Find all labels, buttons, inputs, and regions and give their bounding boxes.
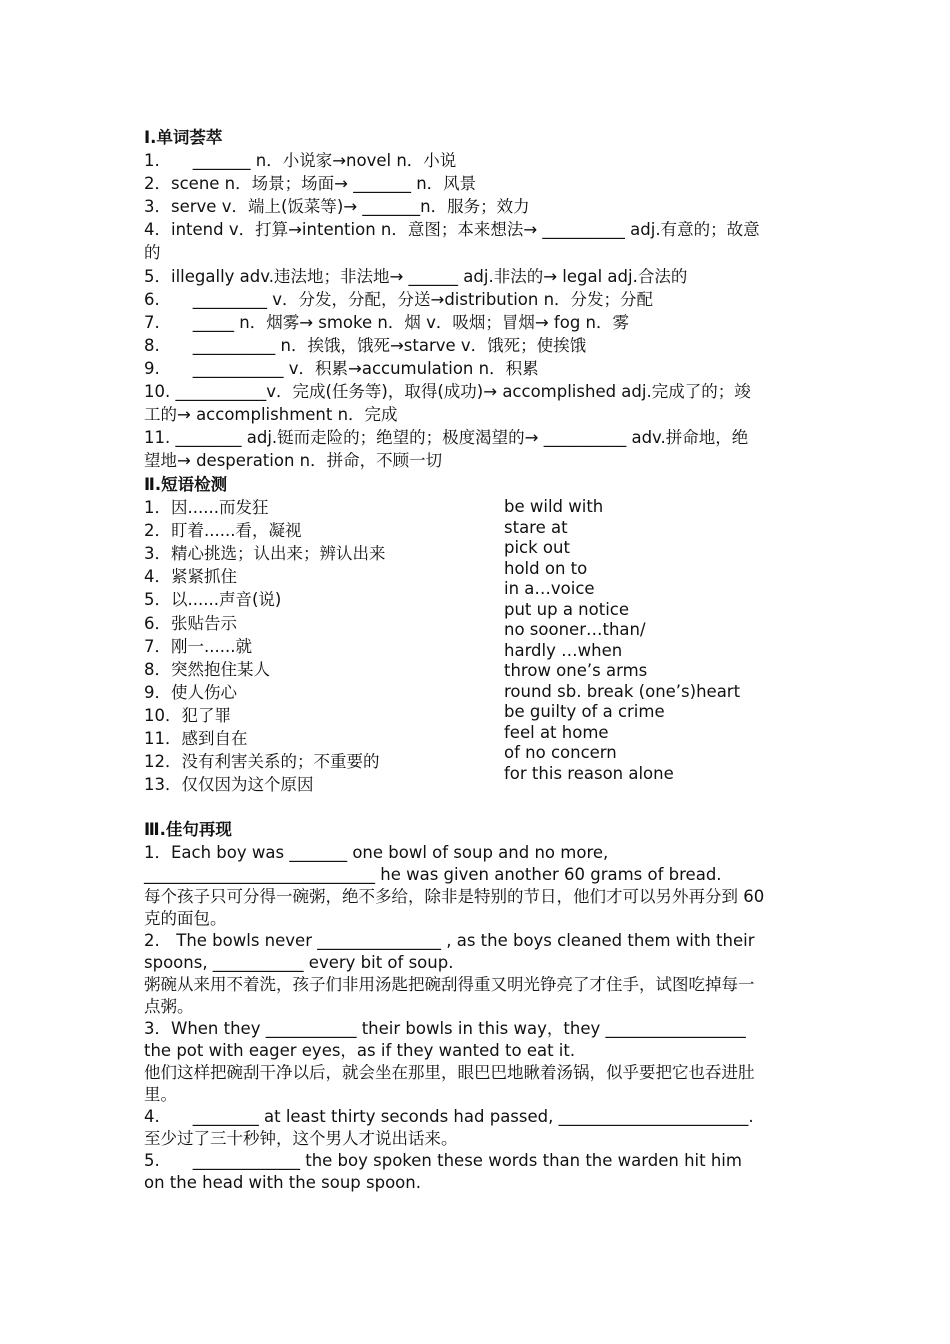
s2a-line: 10．犯了罪 bbox=[144, 705, 231, 725]
s1-line: 工的→ accomplishment n．完成 bbox=[144, 405, 398, 425]
s2a-line: 13．仅仅因为这个原因 bbox=[144, 775, 314, 795]
s3-line: ____________________________ he was given another 60 grams of bread. bbox=[144, 865, 722, 884]
s2a-line: 12．没有利害关系的；不重要的 bbox=[144, 752, 380, 772]
s1-line: 5．illegally adv.违法地；非法地→ ______ adj.非法的→ legal adj.合法的 bbox=[144, 266, 688, 286]
s3-line: spoons, ___________ every bit of soup. bbox=[144, 953, 454, 972]
s1-line: 8. __________ n．挨饿，饿死→starve v．饿死；使挨饿 bbox=[144, 335, 587, 355]
s2b-line: throw one’s arms bbox=[504, 661, 648, 680]
s2b-line: of no concern bbox=[504, 743, 617, 762]
section2-heading: Ⅱ.短语检测 bbox=[144, 475, 228, 494]
s2a-line: 5．以......声音(说) bbox=[144, 590, 282, 610]
s1-line: 的 bbox=[144, 243, 161, 263]
s3-line: 克的面包。 bbox=[144, 909, 227, 928]
s1-line: 4．intend v．打算→intention n．意图；本来想法→ __________ adj.有意的；故意 bbox=[144, 220, 760, 240]
s1-line: 9. ___________ v．积累→accumulation n．积累 bbox=[144, 358, 539, 378]
s2b-line: hardly …when bbox=[504, 640, 623, 660]
s3-line: 点粥。 bbox=[144, 997, 194, 1016]
s3-line: 1．Each boy was _______ one bowl of soup and no more, bbox=[144, 843, 609, 862]
s1-line: 1. _______ n．小说家→novel n．小说 bbox=[144, 151, 457, 170]
s2b-line: for this reason alone bbox=[504, 763, 674, 783]
s2b-line: be guilty of a crime bbox=[504, 702, 665, 721]
s2b-line: no sooner…than/ bbox=[504, 620, 646, 639]
s2a-line: 9．使人伤心 bbox=[144, 682, 237, 702]
s3-line: 他们这样把碗刮干净以后，就会坐在那里，眼巴巴地瞅着汤锅，似乎要把它也吞进肚 bbox=[144, 1063, 755, 1082]
s3-line: the pot with eager eyes，as if they wanted to eat it. bbox=[144, 1041, 576, 1060]
s2a-line: 3．精心挑选；认出来；辨认出来 bbox=[144, 544, 386, 564]
s1-line: 2．scene n．场景；场面→ _______ n．风景 bbox=[144, 174, 477, 194]
s1-line: 3．serve v．端上(饭菜等)→ _______n．服务；效力 bbox=[144, 197, 530, 217]
s3-line: 里。 bbox=[144, 1085, 177, 1104]
s1-line: 7. _____ n．烟雾→ smoke n．烟 v．吸烟；冒烟→ fog n．雾 bbox=[144, 312, 630, 332]
s3-line: 3．When they ___________ their bowls in this way，they _________________ bbox=[144, 1019, 746, 1038]
s2a-line: 8．突然抱住某人 bbox=[144, 659, 270, 679]
s3-line: on the head with the soup spoon. bbox=[144, 1173, 421, 1192]
s1-line: 6. _________ v．分发，分配，分送→distribution n．分发；分配 bbox=[144, 289, 654, 309]
s2b-line: stare at bbox=[504, 517, 568, 537]
s3-line: 4. ________ at least thirty seconds had passed, _______________________. bbox=[144, 1107, 754, 1126]
s3-line: 5. _____________ the boy spoken these words than the warden hit him bbox=[144, 1151, 742, 1170]
s2a-line: 2．盯着......看，凝视 bbox=[144, 521, 302, 541]
s3-line: 至少过了三十秒钟，这个男人才说出话来。 bbox=[144, 1129, 458, 1148]
s2b-line: pick out bbox=[504, 538, 570, 557]
section3-heading: Ⅲ.佳句再现 bbox=[144, 820, 232, 839]
s2a-line: 4．紧紧抓住 bbox=[144, 567, 237, 587]
s3-line: 2. The bowls never _______________ , as the boys cleaned them with their bbox=[144, 931, 755, 950]
s1-line: 10. ___________v．完成(任务等)，取得(成功)→ accomplished adj.完成了的；竣 bbox=[144, 382, 751, 401]
s2a-line: 1．因......而发狂 bbox=[144, 498, 269, 517]
s2b-line: round sb. break (one’s)heart bbox=[504, 681, 741, 701]
s2a-line: 11．感到自在 bbox=[144, 729, 248, 748]
s2a-line: 7．刚一......就 bbox=[144, 636, 252, 656]
s2b-line: be wild with bbox=[504, 497, 604, 516]
s2b-line: put up a notice bbox=[504, 599, 630, 619]
s2b-line: hold on to bbox=[504, 558, 588, 578]
s2a-line: 6．张贴告示 bbox=[144, 613, 237, 633]
section1-heading: Ⅰ.单词荟萃 bbox=[144, 128, 223, 147]
s2b-line: in a…voice bbox=[504, 579, 595, 598]
s1-line: 望地→ desperation n．拼命，不顾一切 bbox=[144, 451, 443, 471]
s3-line: 粥碗从来用不着洗，孩子们非用汤匙把碗刮得重又明光铮亮了才住手，试图吃掉每一 bbox=[144, 975, 755, 994]
s3-line: 每个孩子只可分得一碗粥，绝不多给，除非是特别的节日，他们才可以另外再分到 60 bbox=[144, 887, 765, 906]
s1-line: 11. ________ adj.铤而走险的；绝望的；极度渴望的→ __________ adv.拼命地，绝 bbox=[144, 428, 749, 448]
s2b-line: feel at home bbox=[504, 722, 609, 742]
